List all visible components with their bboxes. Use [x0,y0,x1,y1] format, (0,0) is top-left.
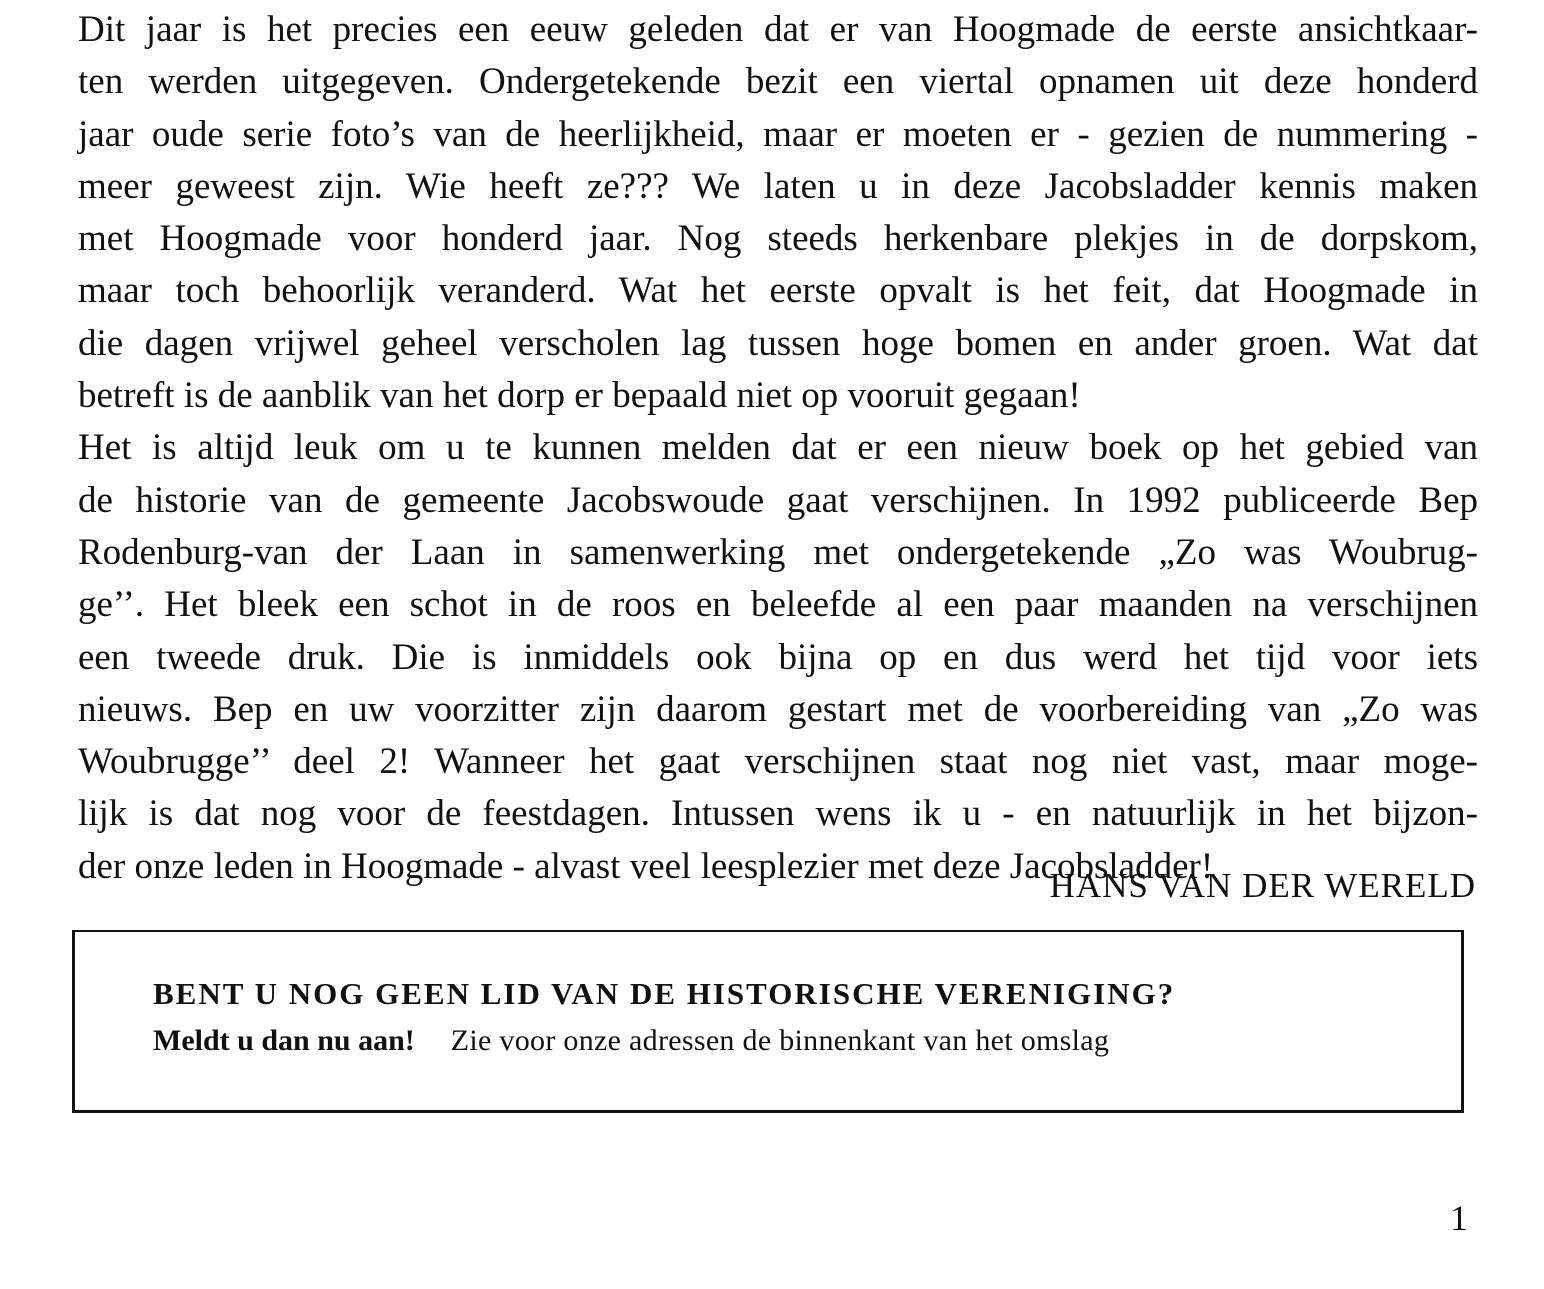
notice-line [153,1024,1109,1058]
article-line: nieuws. Bep en uw voorzitter zijn daarom gestart met de voorbereiding van „Zo was [78,688,1478,730]
author-signature: HANS VAN DER WERELD [1049,866,1476,905]
notice-cta: Meldt u dan nu aan! [153,1024,415,1057]
article-line: meer geweest zijn. Wie heeft ze??? We laten u in deze Jacobsladder kennis maken [78,165,1478,207]
article-line: jaar oude serie foto’s van de heerlijkheid, maar er moeten er - gezien de nummering - [78,113,1478,155]
article-line: Het is altijd leuk om u te kunnen melden dat er een nieuw boek op het gebied van [78,427,1478,469]
article-line: Dit jaar is het precies een eeuw geleden dat er van Hoogmade de eerste ansichtkaar- [78,9,1478,50]
page-number: 1 [1450,1198,1468,1238]
article-line: een tweede druk. Die is inmiddels ook bijna op en dus werd het tijd voor iets [78,636,1478,678]
notice-detail: Zie voor onze adressen de binnenkant van het omslag [450,1024,1110,1057]
article-line: de historie van de gemeente Jacobswoude gaat verschijnen. In 1992 publiceerde Bep [78,479,1478,521]
article-line: betreft is de aanblik van het dorp er bepaald niet op vooruit gegaan! [78,375,1081,417]
membership-notice-box [72,930,1464,1113]
notice-heading: BENT U NOG GEEN LID VAN DE HISTORISCHE VERENIGING? [153,976,1176,1011]
article-line: Rodenburg-van der Laan in samenwerking met ondergetekende „Zo was Woubrug- [78,531,1478,573]
article-line: lijk is dat nog voor de feestdagen. Intussen wens ik u - en natuurlijk in het bijzon- [78,793,1478,835]
article-body [78,4,1478,893]
article-line: die dagen vrijwel geheel verscholen lag tussen hoge bomen en ander groen. Wat dat [78,322,1478,364]
article-line: ge’’. Het bleek een schot in de roos en beleefde al een paar maanden na verschijnen [78,584,1478,626]
article-line: ten werden uitgegeven. Ondergetekende bezit een viertal opnamen uit deze honderd [78,61,1478,103]
article-line: met Hoogmade voor honderd jaar. Nog steeds herkenbare plekjes in de dorpskom, [78,218,1478,260]
article-line: der onze leden in Hoogmade - alvast veel leesplezier met deze Jacobsladder! [78,845,1214,887]
article-line: maar toch behoorlijk veranderd. Wat het eerste opvalt is het feit, dat Hoogmade in [78,270,1478,312]
article-line: Woubrugge’’ deel 2! Wanneer het gaat verschijnen staat nog niet vast, maar moge- [78,741,1478,783]
